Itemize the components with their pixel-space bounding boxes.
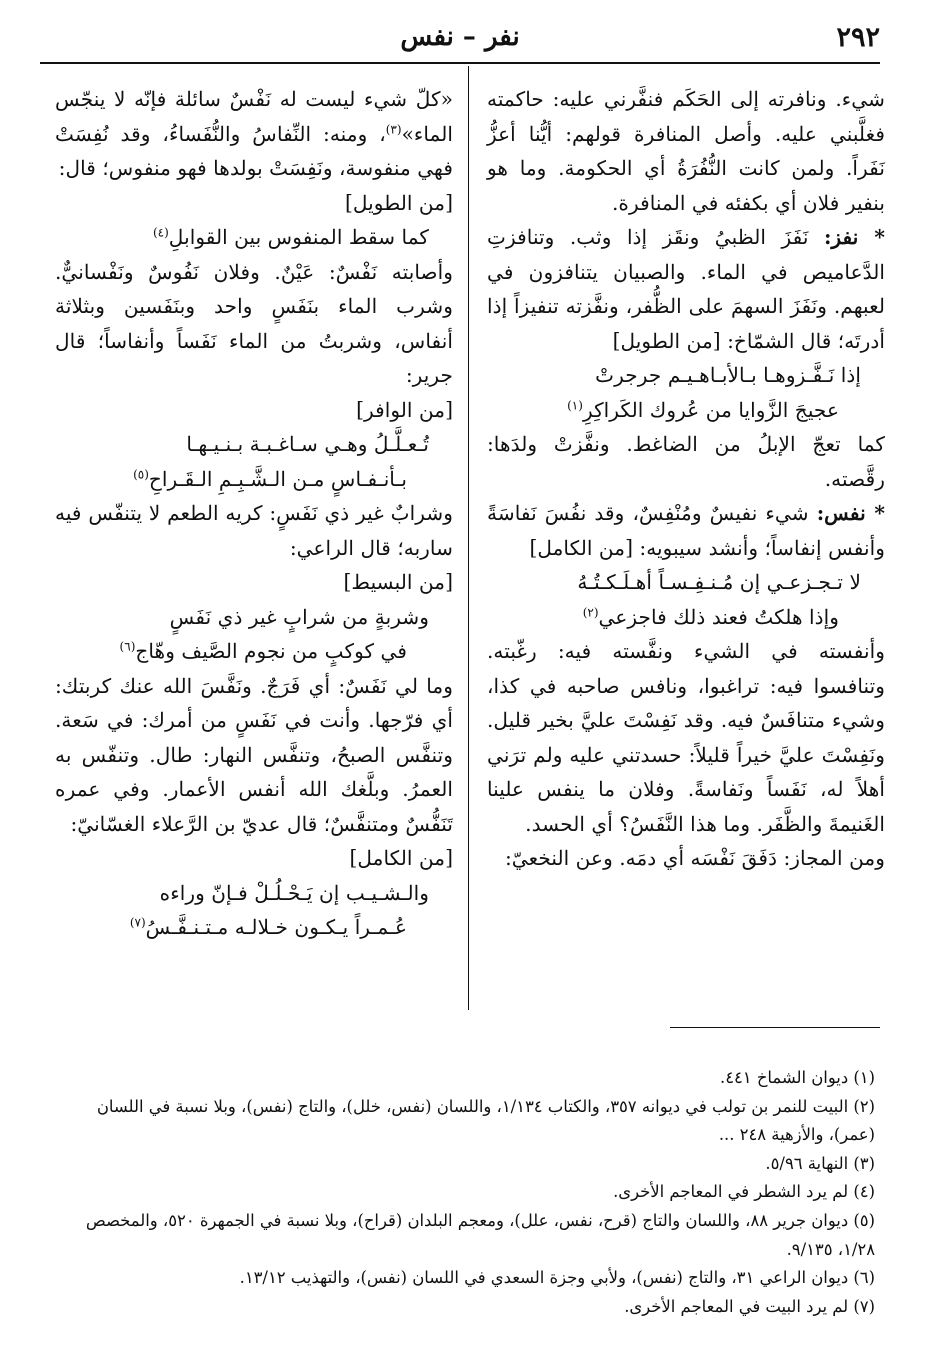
footnote-ref: (١) — [567, 397, 583, 412]
right-column — [487, 82, 885, 876]
verse-line: إذا نَـفَّـزوهـا بـالأبـاهـيـم جرجرتْ — [595, 363, 861, 387]
meter-label: [من الكامل] — [529, 535, 633, 560]
verse-line — [55, 634, 453, 669]
verse-text: عجيجَ الزَّوايا من عُروك الكَراكِرِ — [582, 397, 839, 422]
footnote-ref: (٣) — [385, 121, 402, 136]
verse-text: بـأنـفـاسٍ مـن الـشَّـبِـمِ الـقَـراحِ — [148, 466, 407, 491]
running-head: نفر – نفس — [400, 22, 520, 52]
footnote-ref: (٥) — [133, 466, 149, 481]
verse-text: عُـمـراً يـكـون خـلالـه مـتـنـفَّـسُ — [145, 915, 407, 939]
meter-label: [من الطويل] — [344, 190, 453, 215]
verse-line: وشربةٍ من شرابٍ غير ذي نَفَسٍ — [169, 604, 429, 629]
verse-line: لا تـجـزعـي إن مُـنـفِـسـاً أهـلَـكـتُـهُ — [577, 570, 861, 594]
verse-block — [55, 220, 453, 255]
header-rule — [40, 62, 880, 64]
entry-text: وأنفسته في الشيء ونفَّسته فيه: رغّبته. وتنافسوا فيه: تراغبوا، ونافس صاحبه في كذا، وشيء متنافَسٌ فيه. وقد نَفِسْتَ عليَّ بخير قليل. ونَفِسْتَ عليَّ خيراً قليلاً: حسدتني عليه ولم ترَني أهلاً له، نَفَساً ونَفاسةً. وفلان ما ينفس علينا الغَنيمةَ والظَّفَر. وما هذا النَّفَسُ؟ أي الحسد. — [487, 639, 885, 836]
quote-text: «كلّ شيء ليست له نَفْسٌ سائلة فإنّه لا ينجّس الماء» — [55, 87, 453, 146]
entry-text — [55, 82, 453, 186]
footnote-ref: (٢) — [582, 604, 599, 619]
verse-line — [55, 220, 453, 255]
footnote: (٢) البيت للنمر بن تولب في ديوانه ٣٥٧، والكتاب ١/١٣٤، واللسان (نفس، خلل)، والتاج (نفس)، وبلا نسبة في اللسان (عمر)، والأزهية ٢٤٨ ... — [96, 1096, 875, 1145]
footnote: (٣) النهاية ٥/٩٦. — [765, 1153, 875, 1173]
entry-nafas — [487, 496, 885, 565]
verse-line — [487, 600, 885, 635]
footnote-ref: (٦) — [119, 639, 136, 654]
entry-text: شيء. ونافرته إلى الحَكَم فنفَّرني عليه: حاكمته فغلَّبني عليه. وأصل المنافرة قولهم: أيُّنا أعزُّ نَفَراً. ولمن كانت النُّفُرَةُ أي الحكومة. وما هو بنفير فلان أي بكفئه في المنافرة. — [487, 87, 885, 215]
verse-block — [55, 600, 453, 669]
entry-text: نَفَزَ الظبيُ ونقَز إذا وثب. وتنافزتِ الدَّعاميص في الماء. والصبيان يتنافزون في لعبهم. ونَفَزَ السهمَ على الظُّفر، ونفَّزته تنفيزاً إذا أدرتَه؛ قال الشمّاخ: — [487, 225, 885, 353]
verse-block — [55, 876, 453, 945]
verse-block — [55, 427, 453, 496]
entry-text: وشرابٌ غير ذي نَفَسٍ: كريه الطعم لا يتنفّس فيه ساربه؛ قال الراعي: — [55, 501, 453, 560]
meter-label: [من الكامل] — [349, 846, 453, 870]
meter-label: [من الطويل] — [612, 328, 721, 353]
footnote: (٥) ديوان جرير ٨٨، واللسان والتاج (قرح، نفس، علل)، ومعجم البلدان (قراح)، وبلا نسبة في الجمهرة ٥٢٠، والمخصص ١/٢٨، ٩/١٣٥. — [85, 1210, 875, 1259]
entry-text: ، ومنه: النِّفاسُ والنُّفَساءُ، وقد نُفِسَتْ فهي منفوسة، ونَفِسَتْ بولدها فهو منفوس؛ قال: — [55, 121, 453, 180]
verse-text: وإذا هلكتُ فعند ذلك فاجزعي — [598, 604, 839, 629]
footnote: (٤) لم يرد الشطر في المعاجم الأخرى. — [613, 1182, 875, 1202]
entry-text: شيء نفيسٌ ومُنْفِسٌ، وقد نفُسَ نَفاسَةً وأنفس إنفاساً؛ وأنشد سيبويه: — [487, 501, 885, 560]
footnote: (٧) لم يرد البيت في المعاجم الأخرى. — [624, 1296, 875, 1316]
verse-block — [487, 565, 885, 634]
footnote-rule — [670, 1027, 880, 1028]
meter-label: [من الوافر] — [356, 397, 453, 422]
verse-line: تُـعـلَّـلُ وهـي سـاغـبـة بـنـيـهـا — [186, 432, 429, 456]
entry-text: وما لي نَفَسٌ: أي فَرَجٌ. ونَفَّسَ الله عنك كربتك: أي فرّجها. وأنت في نَفَسٍ من أمرك: في سَعة. وتنفَّس الصبحُ، وتنفَّس النهار: طال. وتنفّس به العمرُ. وبلَّغك الله أنفس الأعمار. وفي عمره تَنَفُّسٌ ومتنفَّسٌ؛ قال عديّ بن الرَّعلاء الغسّانيّ: — [55, 673, 453, 836]
left-column — [55, 82, 453, 945]
verse-line — [487, 393, 885, 428]
footnotes — [55, 1064, 875, 1321]
verse-text: في كوكبٍ من نجوم الصَّيف وهّاج — [135, 639, 407, 663]
footnote: (١) ديوان الشماخ ٤٤١. — [719, 1068, 875, 1087]
verse-text: كما سقط المنفوس بين القوابلِ — [168, 225, 429, 249]
headword-nafaz: * نفز: — [823, 225, 885, 249]
entry-text: كما تعجّ الإبلُ من الضاغط. ونفَّزتْ ولدَها: رقَّصته. — [487, 432, 885, 491]
verse-block — [487, 358, 885, 427]
meter-label: [من البسيط] — [343, 570, 453, 594]
verse-line — [55, 462, 453, 497]
verse-line: والـشـيـب إن يَـحْـلُـلْ فـإنّ وراءه — [159, 880, 429, 905]
entry-text: وأصابته نَفْسٌ: عَيْنٌ. وفلان نَفُوسٌ ونَفْسانيٌّ. وشرب الماء بنَفَسٍ واحد وبنَفَسين وبثلاثة أنفاس، وشربتُ من الماء نَفَساً وأنفاساً؛ قال جرير: — [55, 259, 453, 387]
footnote-ref: (٤) — [152, 225, 169, 240]
footnote: (٦) ديوان الراعي ٣١، والتاج (نفس)، ولأبي وجزة السعدي في اللسان (نفس)، والتهذيب ١٣/١٢. — [239, 1268, 875, 1288]
column-divider — [468, 66, 469, 1010]
verse-line — [55, 910, 453, 945]
page-header — [40, 22, 880, 58]
footnote-ref: (٧) — [129, 915, 146, 930]
page-number: ٢٩٢ — [836, 22, 880, 53]
entry-text: ومن المجاز: دَفَقَ نَفْسَه أي دمَه. وعن النخعيّ: — [504, 846, 885, 870]
entry-nafaz — [487, 220, 885, 358]
headword-nafas: * نفس: — [816, 501, 885, 525]
